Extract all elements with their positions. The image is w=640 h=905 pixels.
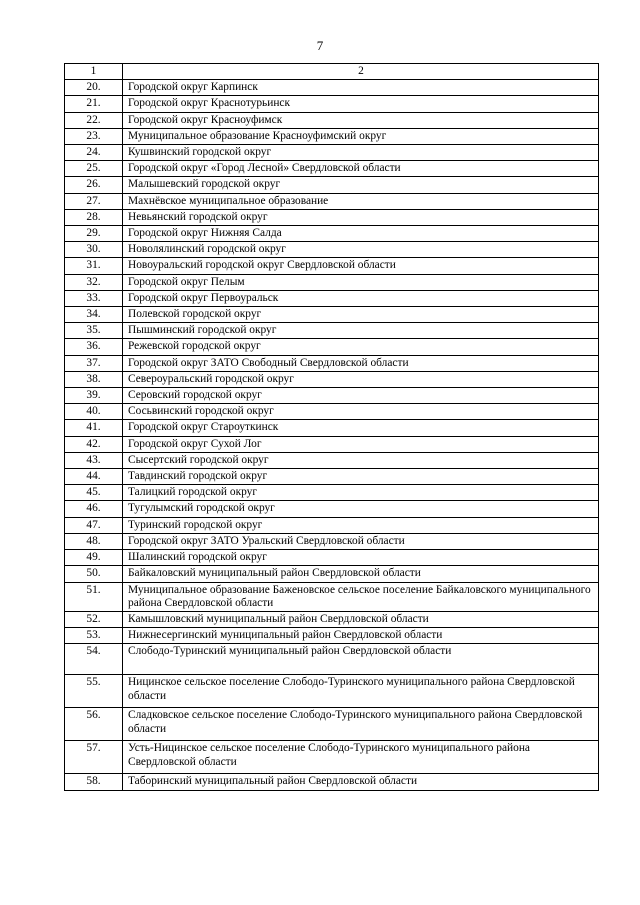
municipality-name: Байкаловский муниципальный район Свердловской области: [123, 566, 599, 582]
municipality-name: Новолялинский городской округ: [123, 242, 599, 258]
table-row: [65, 550, 599, 566]
row-number: 36.: [65, 339, 123, 355]
table-row: [65, 469, 599, 485]
table-row: [65, 566, 599, 582]
row-number: 48.: [65, 533, 123, 549]
header-col-1: 1: [65, 64, 123, 80]
table-row: [65, 339, 599, 355]
row-number: 50.: [65, 566, 123, 582]
row-number: 43.: [65, 452, 123, 468]
municipality-name: Городской округ ЗАТО Уральский Свердловской области: [123, 533, 599, 549]
municipality-name: Кушвинский городской округ: [123, 145, 599, 161]
table-row: [65, 371, 599, 387]
municipality-name: Ницинское сельское поселение Слободо-Туринского муниципального района Свердловской области: [123, 675, 599, 708]
table-row: [65, 485, 599, 501]
row-number: 40.: [65, 404, 123, 420]
row-number: 23.: [65, 128, 123, 144]
row-number: 44.: [65, 469, 123, 485]
table-row: [65, 177, 599, 193]
municipality-name: Сосьвинский городской округ: [123, 404, 599, 420]
table-row: [65, 96, 599, 112]
table-row: [65, 355, 599, 371]
municipality-name: Невьянский городской округ: [123, 209, 599, 225]
table-row: [65, 611, 599, 627]
municipality-name: Городской округ Красноуфимск: [123, 112, 599, 128]
row-number: 27.: [65, 193, 123, 209]
municipality-name: Городской округ «Город Лесной» Свердловской области: [123, 161, 599, 177]
table-row: [65, 307, 599, 323]
table-row: [65, 242, 599, 258]
municipality-name: Таборинский муниципальный район Свердловской области: [123, 774, 599, 790]
municipality-name: Тугулымский городской округ: [123, 501, 599, 517]
table-row: [65, 209, 599, 225]
table-row: [65, 80, 599, 96]
table-row: [65, 161, 599, 177]
row-number: 52.: [65, 611, 123, 627]
row-number: 20.: [65, 80, 123, 96]
table-row: [65, 388, 599, 404]
municipality-name: Нижнесергинский муниципальный район Свердловской области: [123, 628, 599, 644]
municipality-name: Усть-Ницинское сельское поселение Слободо-Туринского муниципального района Свердловской области: [123, 741, 599, 774]
row-number: 54.: [65, 644, 123, 675]
table-row: [65, 675, 599, 708]
row-number: 46.: [65, 501, 123, 517]
table-row: [65, 128, 599, 144]
page-number: 7: [316, 38, 324, 53]
row-number: 51.: [65, 582, 123, 611]
table-row: [65, 193, 599, 209]
table-row: [65, 420, 599, 436]
municipality-name: Сладковское сельское поселение Слободо-Туринского муниципального района Свердловской области: [123, 708, 599, 741]
municipality-name: Городской округ ЗАТО Свободный Свердловской области: [123, 355, 599, 371]
table-row: [65, 452, 599, 468]
municipality-name: Талицкий городской округ: [123, 485, 599, 501]
municipality-name: Махнёвское муниципальное образование: [123, 193, 599, 209]
row-number: 56.: [65, 708, 123, 741]
row-number: 30.: [65, 242, 123, 258]
municipality-name: Городской округ Сухой Лог: [123, 436, 599, 452]
table-body: [65, 64, 599, 791]
row-number: 28.: [65, 209, 123, 225]
row-number: 26.: [65, 177, 123, 193]
row-number: 31.: [65, 258, 123, 274]
municipality-name: Серовский городской округ: [123, 388, 599, 404]
row-number: 21.: [65, 96, 123, 112]
municipality-name: Слободо-Туринский муниципальный район Свердловской области: [123, 644, 599, 675]
municipality-name: Камышловский муниципальный район Свердловской области: [123, 611, 599, 627]
table-row: [65, 582, 599, 611]
table-row: [65, 501, 599, 517]
table-row: [65, 741, 599, 774]
row-number: 29.: [65, 226, 123, 242]
table-row: [65, 533, 599, 549]
municipality-name: Полевской городской округ: [123, 307, 599, 323]
table-row: [65, 290, 599, 306]
municipality-name: Туринский городской округ: [123, 517, 599, 533]
row-number: 25.: [65, 161, 123, 177]
row-number: 57.: [65, 741, 123, 774]
row-number: 49.: [65, 550, 123, 566]
table-row: [65, 226, 599, 242]
table-row: [65, 145, 599, 161]
row-number: 58.: [65, 774, 123, 790]
row-number: 32.: [65, 274, 123, 290]
municipality-name: Североуральский городской округ: [123, 371, 599, 387]
municipality-name: Городской округ Пелым: [123, 274, 599, 290]
row-number: 35.: [65, 323, 123, 339]
row-number: 45.: [65, 485, 123, 501]
header-col-2: 2: [123, 64, 599, 80]
municipality-name: Режевской городской округ: [123, 339, 599, 355]
row-number: 42.: [65, 436, 123, 452]
table-row: [65, 774, 599, 790]
table-row: [65, 644, 599, 675]
table-row: [65, 517, 599, 533]
table-row: [65, 708, 599, 741]
table-row: [65, 112, 599, 128]
row-number: 47.: [65, 517, 123, 533]
row-number: 22.: [65, 112, 123, 128]
row-number: 55.: [65, 675, 123, 708]
table-row: [65, 404, 599, 420]
municipality-name: Городской округ Староуткинск: [123, 420, 599, 436]
municipality-name: Городской округ Краснотурьинск: [123, 96, 599, 112]
row-number: 53.: [65, 628, 123, 644]
municipality-name: Малышевский городской округ: [123, 177, 599, 193]
table-row: [65, 274, 599, 290]
municipalities-table: [64, 63, 599, 791]
municipality-name: Тавдинский городской округ: [123, 469, 599, 485]
table-header-row: [65, 64, 599, 80]
row-number: 41.: [65, 420, 123, 436]
municipality-name: Городской округ Нижняя Салда: [123, 226, 599, 242]
municipality-name: Городской округ Первоуральск: [123, 290, 599, 306]
municipality-name: Новоуральский городской округ Свердловской области: [123, 258, 599, 274]
row-number: 38.: [65, 371, 123, 387]
municipality-name: Шалинский городской округ: [123, 550, 599, 566]
municipality-name: Городской округ Карпинск: [123, 80, 599, 96]
table-row: [65, 628, 599, 644]
municipality-name: Муниципальное образование Баженовское сельское поселение Байкаловского муниципального района Свердловской области: [123, 582, 599, 611]
table-row: [65, 323, 599, 339]
table-row: [65, 258, 599, 274]
table-row: [65, 436, 599, 452]
row-number: 37.: [65, 355, 123, 371]
row-number: 33.: [65, 290, 123, 306]
municipality-name: Сысертский городской округ: [123, 452, 599, 468]
row-number: 24.: [65, 145, 123, 161]
row-number: 34.: [65, 307, 123, 323]
municipality-name: Муниципальное образование Красноуфимский округ: [123, 128, 599, 144]
municipality-name: Пышминский городской округ: [123, 323, 599, 339]
row-number: 39.: [65, 388, 123, 404]
